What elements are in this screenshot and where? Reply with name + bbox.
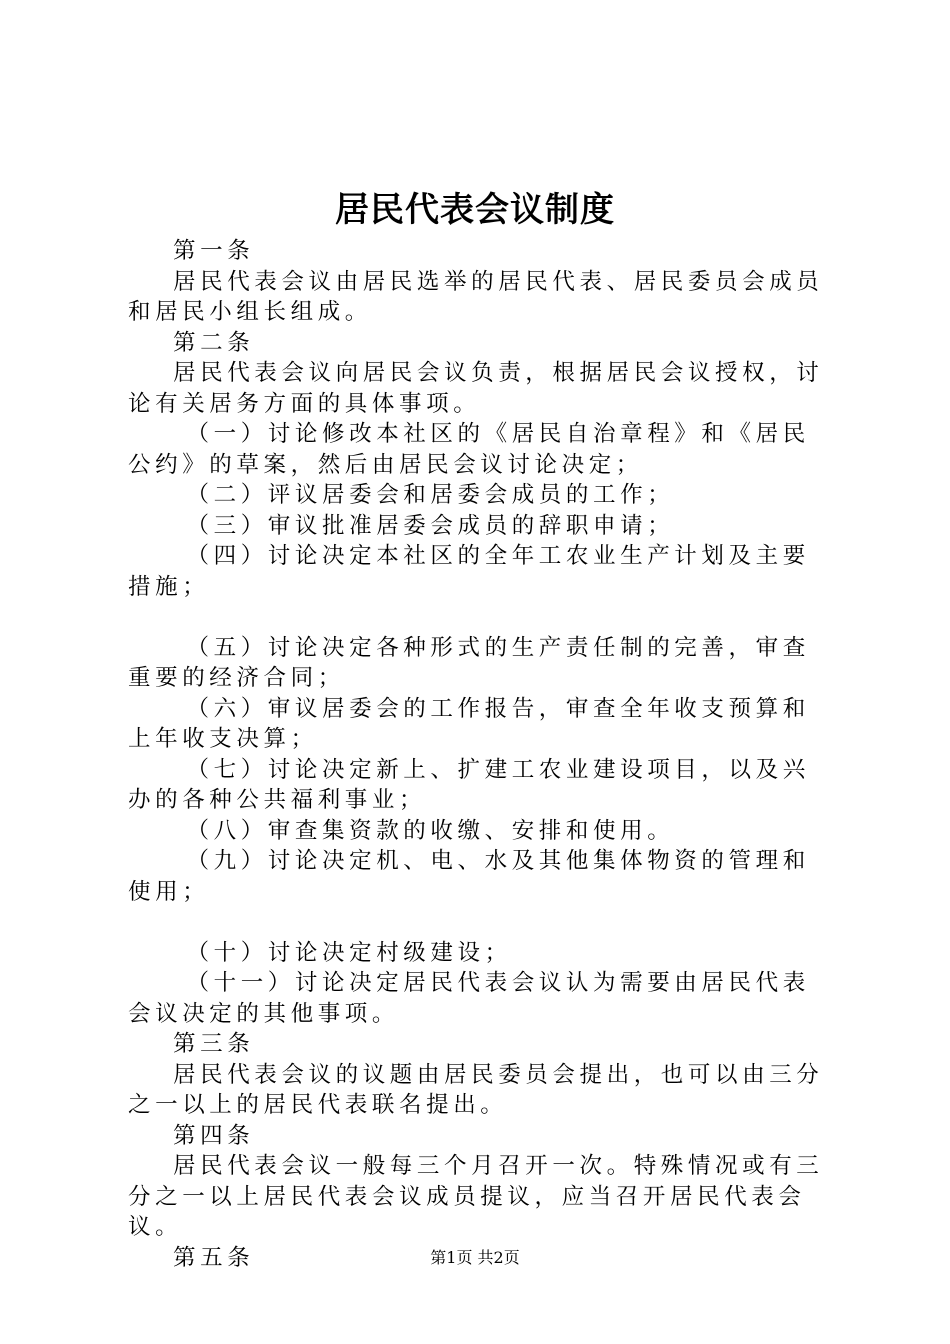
- list-item: （三）审议批准居委会成员的辞职申请；: [186, 512, 675, 539]
- page-footer: 第1页 共2页: [430, 1248, 520, 1267]
- list-item: （五）讨论决定各种形式的生产责任制的完善，审查重要的经济合同；: [128, 634, 810, 691]
- article-heading: 第三条: [173, 1031, 255, 1057]
- blank-line: [128, 907, 834, 938]
- paragraph: 居民代表会议一般每三个月召开一次。特殊情况或有三分之一以上居民代表会议成员提议，应当召开居民代表会议。: [128, 1153, 824, 1240]
- article-heading: 第五条: [173, 1244, 255, 1271]
- list-item: （一）讨论修改本社区的《居民自治章程》和《居民公约》的草案，然后由居民会议讨论决定；: [128, 421, 810, 478]
- article-heading: 第一条: [173, 238, 255, 264]
- list-item: （十）讨论决定村级建设；: [186, 939, 512, 966]
- article-heading: 第四条: [173, 1122, 255, 1149]
- list-item: （十一）讨论决定居民代表会议认为需要由居民代表会议决定的其他事项。: [128, 970, 810, 1027]
- list-item: （六）审议居委会的工作报告，审查全年收支预算和上年收支决算；: [128, 695, 810, 752]
- list-item: （九）讨论决定机、电、水及其他集体物资的管理和使用；: [128, 848, 810, 905]
- document-body: [128, 236, 834, 1273]
- paragraph: 居民代表会议由居民选举的居民代表、居民委员会成员和居民小组长组成。: [128, 268, 824, 325]
- paragraph: 居民代表会议向居民会议负责，根据居民会议授权，讨论有关居务方面的具体事项。: [128, 360, 824, 417]
- list-item: （四）讨论决定本社区的全年工农业生产计划及主要措施；: [128, 543, 810, 600]
- list-item: （八）审查集资款的收缴、安排和使用。: [186, 817, 675, 844]
- document-title: 居民代表会议制度: [335, 190, 615, 230]
- paragraph: 居民代表会议的议题由居民委员会提出，也可以由三分之一以上的居民代表联名提出。: [128, 1061, 824, 1118]
- article-heading: 第二条: [173, 329, 255, 356]
- list-item: （七）讨论决定新上、扩建工农业建设项目，以及兴办的各种公共福利事业；: [128, 756, 810, 813]
- blank-line: [128, 602, 834, 633]
- list-item: （二）评议居委会和居委会成员的工作；: [186, 482, 675, 508]
